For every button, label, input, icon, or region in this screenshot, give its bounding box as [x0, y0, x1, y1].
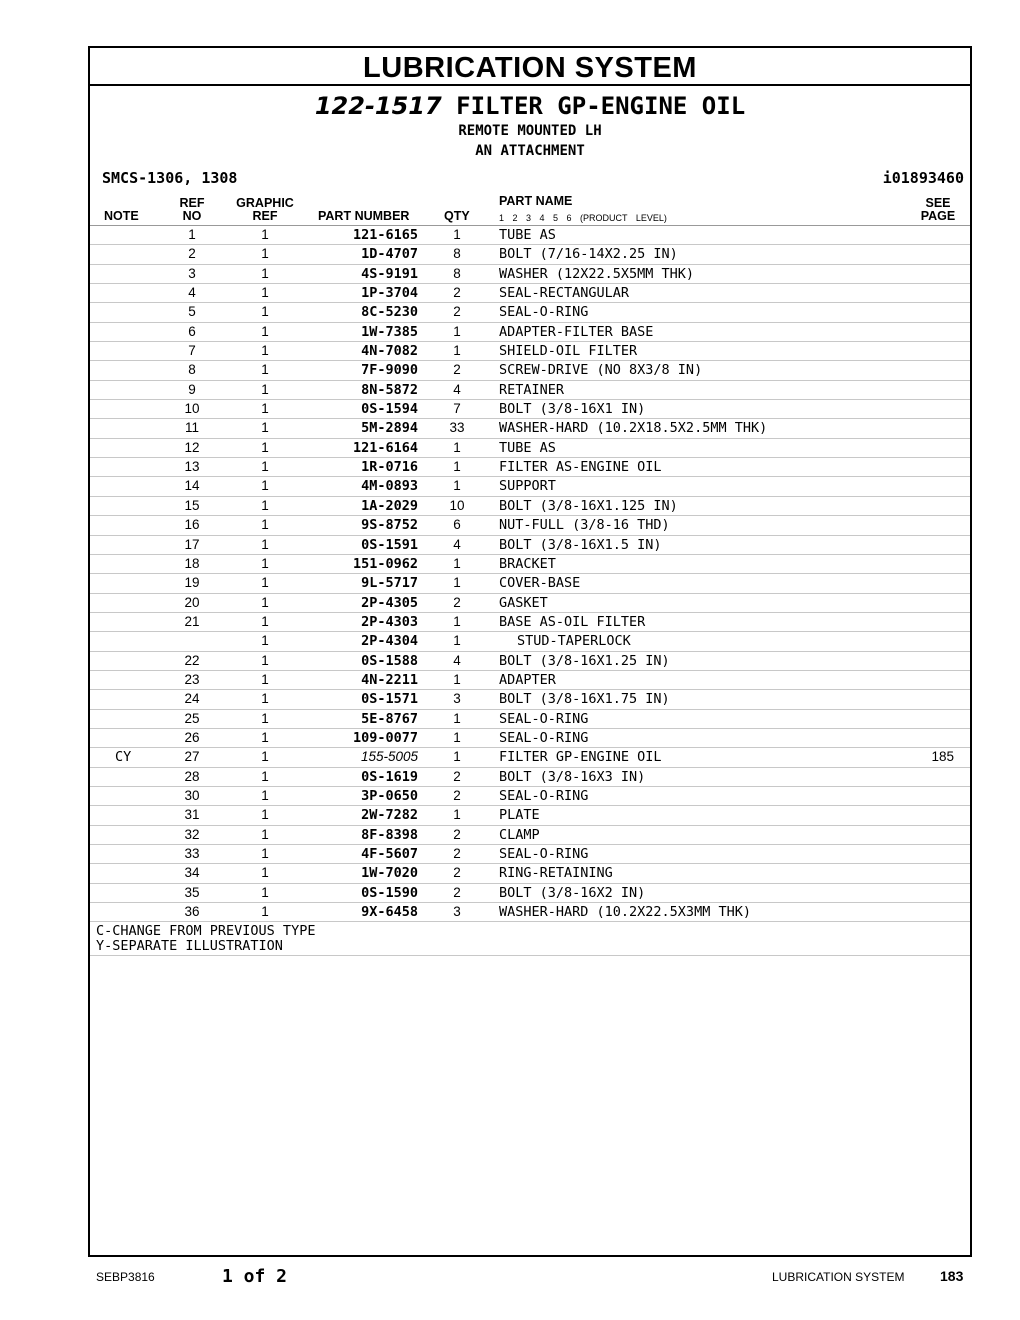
- part-number-cell: 0S-1619: [361, 768, 418, 785]
- part-name-cell: BOLT (3/8-16X1.5 IN): [499, 536, 662, 553]
- part-number-cell: 0S-1591: [361, 536, 418, 553]
- part-name-cell: SUPPORT: [499, 478, 556, 495]
- table-row: [90, 381, 970, 400]
- table-row: [90, 497, 970, 516]
- table-row: [90, 710, 970, 729]
- notes-legend: [90, 922, 970, 956]
- part-number-cell: 5M-2894: [361, 420, 418, 437]
- part-name-cell: SEAL-O-RING: [499, 846, 589, 862]
- ref-no-cell: 8: [188, 362, 196, 378]
- qty-cell: 2: [453, 362, 461, 378]
- graphic-ref-cell: 1: [261, 807, 269, 823]
- part-number-cell: 0S-1588: [361, 652, 418, 669]
- table-row: [90, 303, 970, 322]
- ref-no-cell: 4: [188, 285, 196, 301]
- table-row: [90, 594, 970, 613]
- table-row: [90, 787, 970, 806]
- header-part-name: PART NAME: [499, 194, 573, 208]
- graphic-ref-cell: 1: [261, 613, 269, 629]
- header-graphic-line2: REF: [252, 209, 278, 223]
- header-see-line2: PAGE: [920, 209, 956, 223]
- qty-cell: 1: [453, 439, 461, 455]
- qty-cell: 2: [453, 768, 461, 784]
- part-number-cell: 121-6164: [352, 439, 418, 456]
- graphic-ref-cell: 1: [261, 343, 269, 359]
- qty-cell: 2: [453, 826, 461, 842]
- ref-no-cell: 21: [184, 613, 200, 629]
- group-name: FILTER GP-ENGINE OIL: [456, 92, 746, 120]
- part-number-cell: 2W-7282: [361, 807, 418, 824]
- header-part-number: PART NUMBER: [318, 209, 410, 223]
- part-name-cell: SEAL-O-RING: [499, 729, 589, 746]
- ref-no-cell: 26: [184, 729, 200, 745]
- ref-no-cell: 18: [184, 555, 200, 571]
- ref-no-cell: 23: [184, 671, 200, 687]
- table-row: [90, 903, 970, 922]
- ref-no-cell: 20: [184, 594, 200, 610]
- qty-cell: 2: [453, 865, 461, 881]
- part-number-cell: 4N-2211: [361, 671, 418, 688]
- graphic-ref-cell: 1: [261, 227, 269, 242]
- graphic-ref-cell: 1: [261, 439, 269, 455]
- ref-no-cell: 15: [184, 497, 200, 513]
- part-number-cell: 8C-5230: [361, 304, 418, 321]
- table-row: [90, 632, 970, 651]
- part-number-cell: 9X-6458: [361, 904, 418, 921]
- graphic-ref-cell: 1: [261, 536, 269, 552]
- header-product-levels: 1 2 3 4 5 6 (PRODUCT LEVEL): [499, 213, 667, 223]
- part-number-cell: 2P-4304: [361, 633, 418, 650]
- qty-cell: 1: [453, 575, 461, 591]
- ref-no-cell: 35: [184, 884, 200, 900]
- header-see-line1: SEE: [925, 196, 951, 210]
- qty-cell: 1: [453, 343, 461, 359]
- section-title: LUBRICATION SYSTEM: [90, 48, 970, 86]
- part-number-cell: 155-5005: [360, 749, 418, 765]
- graphic-ref-cell: 1: [261, 768, 269, 784]
- part-number-cell: 1R-0716: [361, 459, 418, 476]
- see-page-cell: 185: [931, 749, 954, 765]
- part-name-cell: SHIELD-OIL FILTER: [499, 343, 638, 360]
- ref-no-cell: 17: [184, 536, 200, 552]
- part-name-cell: ADAPTER-FILTER BASE: [499, 323, 654, 340]
- table-row: [90, 439, 970, 458]
- part-name-cell: WASHER (12X22.5X5MM THK): [499, 265, 695, 282]
- graphic-ref-cell: 1: [261, 594, 269, 610]
- table-row: [90, 419, 970, 438]
- illustration-id: i01893460: [882, 169, 964, 187]
- graphic-ref-cell: 1: [261, 401, 269, 417]
- qty-cell: 2: [453, 594, 461, 610]
- part-name-cell: SEAL-O-RING: [499, 304, 589, 321]
- part-name-cell: COVER-BASE: [499, 575, 581, 592]
- part-name-cell: BOLT (3/8-16X3 IN): [499, 768, 646, 785]
- graphic-ref-cell: 1: [261, 691, 269, 707]
- group-subtitle-1: REMOTE MOUNTED LH: [458, 123, 602, 139]
- part-name-cell: ADAPTER: [499, 671, 556, 688]
- qty-cell: 1: [453, 478, 461, 494]
- qty-cell: 1: [453, 633, 461, 649]
- ref-no-cell: 32: [184, 826, 200, 842]
- qty-cell: 8: [453, 246, 461, 262]
- part-number-cell: 121-6165: [352, 227, 418, 243]
- table-row: [90, 671, 970, 690]
- qty-cell: 1: [453, 613, 461, 629]
- qty-cell: 4: [453, 652, 461, 668]
- table-row: [90, 245, 970, 264]
- qty-cell: 1: [453, 749, 461, 765]
- table-row: [90, 342, 970, 361]
- part-name-cell: NUT-FULL (3/8-16 THD): [499, 517, 670, 534]
- page-frame: [88, 46, 972, 1257]
- part-name-cell: SEAL-O-RING: [499, 710, 589, 727]
- part-name-cell: SCREW-DRIVE (NO 8X3/8 IN): [499, 362, 703, 379]
- ref-no-cell: 13: [184, 459, 200, 475]
- ref-no-cell: 12: [184, 439, 200, 455]
- table-row: [90, 477, 970, 496]
- header-ref-line1: REF: [179, 196, 205, 210]
- graphic-ref-cell: 1: [261, 517, 269, 533]
- ref-no-cell: 3: [188, 265, 196, 281]
- qty-cell: 6: [453, 517, 461, 533]
- table-row: [90, 768, 970, 787]
- footer-page-number: 183: [940, 1268, 964, 1284]
- part-number-cell: 9S-8752: [361, 517, 418, 534]
- qty-cell: 2: [453, 884, 461, 900]
- qty-cell: 4: [453, 381, 461, 397]
- ref-no-cell: 7: [188, 343, 196, 359]
- part-number-cell: 9L-5717: [361, 575, 418, 592]
- part-number-cell: 3P-0650: [361, 787, 418, 804]
- qty-cell: 1: [453, 710, 461, 726]
- ref-no-cell: 14: [184, 478, 200, 494]
- ref-no-cell: 1: [188, 227, 196, 242]
- part-name-cell: STUD-TAPERLOCK: [517, 633, 631, 650]
- table-row: [90, 226, 970, 245]
- qty-cell: 3: [453, 904, 461, 920]
- qty-cell: 1: [453, 323, 461, 339]
- part-name-cell: TUBE AS: [499, 439, 556, 456]
- table-row: [90, 748, 970, 767]
- part-name-cell: BOLT (3/8-16X1.125 IN): [499, 497, 678, 514]
- graphic-ref-cell: 1: [261, 555, 269, 571]
- header-graphic-line1: GRAPHIC: [236, 196, 294, 210]
- part-number-cell: 1W-7020: [361, 865, 418, 882]
- graphic-ref-cell: 1: [261, 497, 269, 513]
- ref-no-cell: 11: [184, 420, 199, 436]
- ref-no-cell: 6: [188, 323, 196, 339]
- graphic-ref-cell: 1: [261, 652, 269, 668]
- part-name-cell: BOLT (3/8-16X1 IN): [499, 401, 646, 418]
- part-number-cell: 8F-8398: [361, 826, 418, 843]
- table-row: [90, 574, 970, 593]
- footer-doc-id: SEBP3816: [96, 1270, 155, 1284]
- part-name-cell: TUBE AS: [499, 227, 556, 243]
- ref-no-cell: 24: [184, 691, 200, 707]
- qty-cell: 2: [453, 846, 461, 861]
- part-number-cell: 2P-4305: [361, 594, 418, 611]
- part-name-cell: RING-RETAINING: [499, 865, 613, 882]
- qty-cell: 10: [449, 497, 465, 513]
- ref-no-cell: 22: [184, 652, 200, 668]
- note-cell: CY: [115, 749, 132, 766]
- table-row: [90, 536, 970, 555]
- graphic-ref-cell: 1: [261, 575, 269, 591]
- ref-no-cell: 28: [184, 768, 200, 784]
- graphic-ref-cell: 1: [261, 420, 269, 436]
- part-number-cell: 2P-4303: [361, 613, 418, 630]
- ref-no-cell: 34: [184, 865, 200, 881]
- part-name-cell: WASHER-HARD (10.2X18.5X2.5MM THK): [499, 420, 768, 437]
- part-name-cell: SEAL-O-RING: [499, 787, 589, 804]
- part-number-cell: 7F-9090: [361, 362, 418, 379]
- table-row: [90, 884, 970, 903]
- part-name-cell: BOLT (7/16-14X2.25 IN): [499, 246, 678, 263]
- part-name-cell: PLATE: [499, 807, 540, 824]
- part-name-cell: BOLT (3/8-16X2 IN): [499, 884, 646, 901]
- table-row: [90, 323, 970, 342]
- part-name-cell: CLAMP: [499, 826, 540, 843]
- part-number-cell: 4F-5607: [361, 846, 418, 862]
- note-line: Y-SEPARATE ILLUSTRATION: [96, 938, 283, 955]
- table-row: [90, 806, 970, 825]
- header-see-page: [910, 197, 966, 223]
- graphic-ref-cell: 1: [261, 710, 269, 726]
- header-ref-no: [172, 197, 212, 223]
- table-row: [90, 690, 970, 709]
- footer-section: LUBRICATION SYSTEM: [772, 1270, 905, 1284]
- part-number-cell: 4M-0893: [361, 478, 418, 495]
- qty-cell: 1: [453, 807, 461, 823]
- table-row: [90, 361, 970, 380]
- graphic-ref-cell: 1: [261, 671, 269, 687]
- part-name-cell: BRACKET: [499, 555, 556, 572]
- qty-cell: 1: [453, 459, 461, 475]
- graphic-ref-cell: 1: [261, 787, 269, 803]
- page-footer: [0, 1266, 1020, 1288]
- table-row: [90, 555, 970, 574]
- ref-no-cell: 30: [184, 787, 200, 803]
- ref-no-cell: 31: [184, 807, 200, 823]
- table-row: [90, 729, 970, 748]
- part-number-cell: 151-0962: [352, 555, 418, 572]
- graphic-ref-cell: 1: [261, 904, 269, 920]
- table-row: [90, 864, 970, 883]
- part-name-cell: BOLT (3/8-16X1.75 IN): [499, 691, 670, 708]
- qty-cell: 1: [453, 729, 461, 745]
- part-number-cell: 1A-2029: [361, 497, 418, 514]
- graphic-ref-cell: 1: [261, 381, 269, 397]
- table-row: [90, 516, 970, 535]
- ref-no-cell: 27: [184, 749, 200, 765]
- part-number-cell: 5E-8767: [361, 710, 418, 727]
- part-name-cell: RETAINER: [499, 381, 565, 398]
- header-graphic-ref: [230, 197, 300, 223]
- group-subtitle-2: AN ATTACHMENT: [475, 143, 585, 159]
- group-number: 122-1517: [314, 92, 442, 120]
- graphic-ref-cell: 1: [261, 304, 269, 320]
- graphic-ref-cell: 1: [261, 478, 269, 494]
- qty-cell: 3: [453, 691, 461, 707]
- graphic-ref-cell: 1: [261, 749, 269, 765]
- qty-cell: 1: [453, 555, 461, 571]
- ref-no-cell: 36: [184, 904, 200, 920]
- qty-cell: 1: [453, 227, 461, 242]
- part-number-cell: 0S-1571: [361, 691, 418, 708]
- graphic-ref-cell: 1: [261, 865, 269, 881]
- qty-cell: 4: [453, 536, 461, 552]
- ref-no-cell: 5: [188, 304, 196, 320]
- part-number-cell: 1P-3704: [361, 285, 418, 302]
- part-name-cell: BOLT (3/8-16X1.25 IN): [499, 652, 670, 669]
- part-name-cell: FILTER AS-ENGINE OIL: [499, 459, 662, 476]
- qty-cell: 7: [453, 401, 461, 417]
- parts-table: [90, 225, 970, 956]
- ref-no-cell: 2: [188, 246, 196, 262]
- qty-cell: 8: [453, 265, 461, 281]
- graphic-ref-cell: 1: [261, 362, 269, 378]
- graphic-ref-cell: 1: [261, 826, 269, 842]
- table-row: [90, 613, 970, 632]
- table-row: [90, 284, 970, 303]
- part-number-cell: 1W-7385: [361, 323, 418, 340]
- part-number-cell: 4N-7082: [361, 343, 418, 360]
- footer-page-of: 1 of 2: [222, 1266, 288, 1287]
- ref-no-cell: 19: [184, 575, 200, 591]
- graphic-ref-cell: 1: [261, 459, 269, 475]
- part-number-cell: 8N-5872: [361, 381, 418, 398]
- note-line: C-CHANGE FROM PREVIOUS TYPE: [96, 923, 316, 940]
- ref-no-cell: 9: [188, 381, 196, 397]
- part-number-cell: 0S-1590: [361, 884, 418, 901]
- table-row: [90, 826, 970, 845]
- table-row: [90, 458, 970, 477]
- qty-cell: 2: [453, 787, 461, 803]
- graphic-ref-cell: 1: [261, 884, 269, 900]
- group-title: [90, 92, 970, 120]
- part-number-cell: 1D-4707: [361, 246, 418, 263]
- table-row: [90, 265, 970, 284]
- graphic-ref-cell: 1: [261, 846, 269, 861]
- table-row: [90, 400, 970, 419]
- part-name-cell: WASHER-HARD (10.2X22.5X3MM THK): [499, 904, 751, 921]
- qty-cell: 2: [453, 285, 461, 301]
- part-name-cell: FILTER GP-ENGINE OIL: [499, 749, 662, 766]
- part-name-cell: BASE AS-OIL FILTER: [499, 613, 646, 630]
- part-number-cell: 0S-1594: [361, 401, 418, 418]
- part-number-cell: 109-0077: [352, 729, 418, 746]
- header-qty: QTY: [444, 209, 470, 223]
- graphic-ref-cell: 1: [261, 729, 269, 745]
- header-ref-line2: NO: [182, 209, 202, 223]
- part-name-cell: SEAL-RECTANGULAR: [499, 285, 630, 302]
- table-row: [90, 845, 970, 864]
- ref-no-cell: 16: [184, 517, 200, 533]
- graphic-ref-cell: 1: [261, 265, 269, 281]
- qty-cell: 1: [453, 671, 461, 687]
- qty-cell: 2: [453, 304, 461, 320]
- qty-cell: 33: [449, 420, 465, 436]
- table-row: [90, 652, 970, 671]
- graphic-ref-cell: 1: [261, 246, 269, 262]
- part-name-cell: GASKET: [499, 594, 548, 611]
- ref-no-cell: 33: [184, 846, 200, 861]
- ref-no-cell: 10: [184, 401, 200, 417]
- smcs-code: SMCS-1306, 1308: [102, 169, 238, 187]
- header-note: NOTE: [104, 209, 139, 223]
- part-number-cell: 4S-9191: [361, 265, 418, 282]
- graphic-ref-cell: 1: [261, 285, 269, 301]
- graphic-ref-cell: 1: [261, 633, 269, 649]
- ref-no-cell: 25: [184, 710, 200, 726]
- graphic-ref-cell: 1: [261, 323, 269, 339]
